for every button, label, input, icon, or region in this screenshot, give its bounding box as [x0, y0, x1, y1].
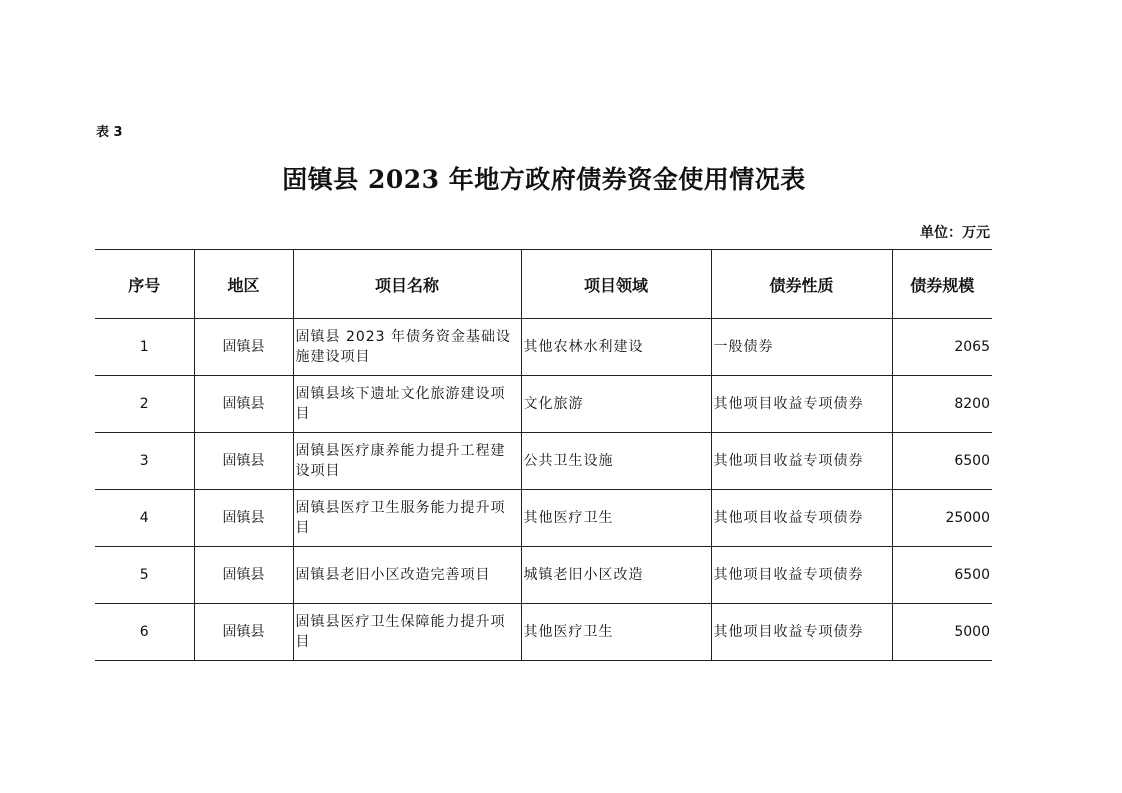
- cell-seq: 4: [95, 490, 194, 547]
- cell-bond-nature: 其他项目收益专项债券: [711, 433, 892, 490]
- cell-seq: 1: [95, 319, 194, 376]
- cell-bond-nature: 其他项目收益专项债券: [711, 490, 892, 547]
- cell-bond-nature: 其他项目收益专项债券: [711, 547, 892, 604]
- unit-label: 单位：万元: [920, 225, 990, 241]
- cell-seq: 2: [95, 376, 194, 433]
- document-title: 固镇县 2023 年地方政府债券资金使用情况表: [282, 165, 806, 194]
- cell-project-field: 公共卫生设施: [521, 433, 711, 490]
- cell-bond-scale: 8200: [892, 376, 992, 433]
- cell-project-name: 固镇县医疗康养能力提升工程建设项目: [293, 433, 521, 490]
- table-row: [95, 376, 992, 433]
- cell-bond-scale: 25000: [892, 490, 992, 547]
- cell-project-name: 固镇县医疗卫生保障能力提升项目: [293, 604, 521, 661]
- bond-usage-table: [95, 249, 992, 661]
- table-row: [95, 547, 992, 604]
- cell-region: 固镇县: [194, 604, 293, 661]
- header-region: 地区: [194, 250, 293, 319]
- cell-region: 固镇县: [194, 490, 293, 547]
- cell-project-field: 其他医疗卫生: [521, 604, 711, 661]
- cell-region: 固镇县: [194, 547, 293, 604]
- cell-project-field: 其他医疗卫生: [521, 490, 711, 547]
- table-row: [95, 490, 992, 547]
- header-project-name: 项目名称: [293, 250, 521, 319]
- header-seq: 序号: [95, 250, 194, 319]
- cell-bond-scale: 6500: [892, 433, 992, 490]
- cell-seq: 3: [95, 433, 194, 490]
- cell-region: 固镇县: [194, 376, 293, 433]
- cell-seq: 6: [95, 604, 194, 661]
- cell-bond-scale: 2065: [892, 319, 992, 376]
- cell-project-name: 固镇县老旧小区改造完善项目: [293, 547, 521, 604]
- cell-bond-nature: 其他项目收益专项债券: [711, 604, 892, 661]
- cell-project-name: 固镇县 2023 年债务资金基础设施建设项目: [293, 319, 521, 376]
- table-row: [95, 319, 992, 376]
- cell-project-field: 城镇老旧小区改造: [521, 547, 711, 604]
- table-row: [95, 433, 992, 490]
- cell-seq: 5: [95, 547, 194, 604]
- header-bond-scale: 债券规模: [892, 250, 992, 319]
- cell-project-field: 其他农林水利建设: [521, 319, 711, 376]
- table-number-label: 表 3: [96, 125, 123, 140]
- cell-bond-nature: 一般债券: [711, 319, 892, 376]
- cell-region: 固镇县: [194, 319, 293, 376]
- cell-bond-scale: 5000: [892, 604, 992, 661]
- table-header-row: [95, 250, 992, 319]
- header-bond-nature: 债券性质: [711, 250, 892, 319]
- cell-project-name: 固镇县医疗卫生服务能力提升项目: [293, 490, 521, 547]
- cell-project-field: 文化旅游: [521, 376, 711, 433]
- table-row: [95, 604, 992, 661]
- cell-bond-nature: 其他项目收益专项债券: [711, 376, 892, 433]
- cell-project-name: 固镇县垓下遗址文化旅游建设项目: [293, 376, 521, 433]
- cell-bond-scale: 6500: [892, 547, 992, 604]
- cell-region: 固镇县: [194, 433, 293, 490]
- header-project-field: 项目领域: [521, 250, 711, 319]
